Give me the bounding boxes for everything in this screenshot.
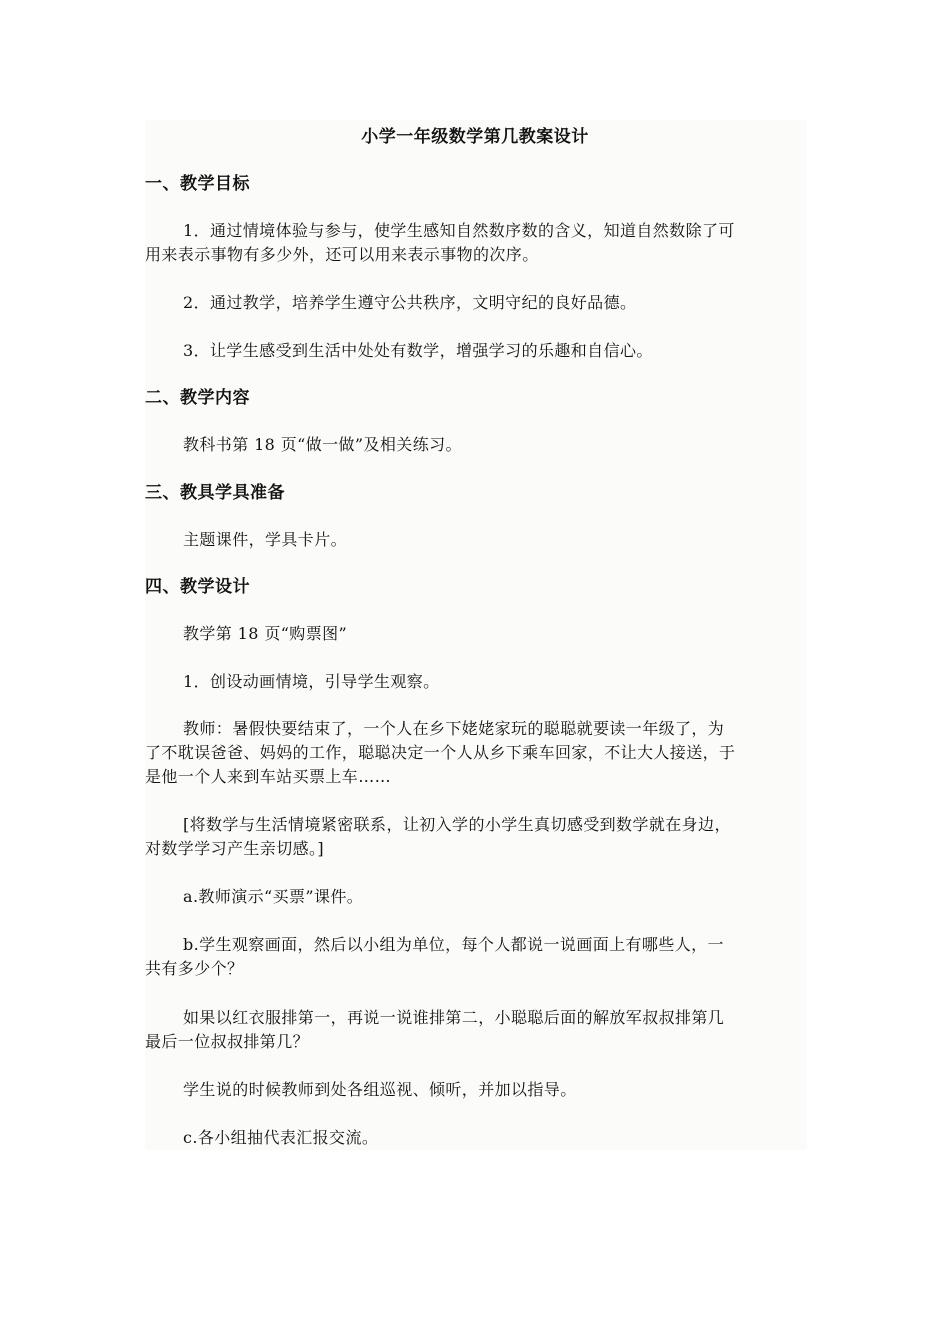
paragraph-design-3 — [145, 717, 807, 789]
paragraph-line: a.教师演示“买票”课件。 — [183, 887, 364, 906]
paragraph-line: 最后一位叔叔排第几？ — [145, 1032, 310, 1051]
paragraph-design-9 — [145, 1126, 807, 1150]
paragraph-design-5 — [145, 885, 807, 909]
paragraph-design-1 — [145, 622, 807, 646]
paragraph-line: b.学生观察画面，然后以小组为单位，每个人都说一说画面上有哪些人，一 — [183, 935, 724, 954]
paragraph-line: c.各小组抽代表汇报交流。 — [183, 1128, 379, 1147]
paragraph-line: 是他一个人来到车站买票上车…… — [145, 767, 392, 786]
paragraph-line: 对数学学习产生亲切感。] — [145, 839, 325, 858]
section-heading-design: 四、教学设计 — [145, 577, 250, 597]
section-heading-goals: 一、教学目标 — [145, 174, 250, 194]
paragraph-line: 1．创设动画情境，引导学生观察。 — [183, 672, 440, 691]
paragraph-line: 1．通过情境体验与参与，使学生感知自然数序数的含义，知道自然数除了可 — [183, 221, 735, 240]
paragraph-goal-1 — [145, 219, 807, 267]
paragraph-design-2 — [145, 670, 807, 694]
paragraph-content-1 — [145, 433, 807, 457]
paragraph-line: 教科书第 18 页“做一做”及相关练习。 — [183, 435, 462, 454]
paragraph-design-4 — [145, 813, 807, 861]
paragraph-materials-1 — [145, 528, 807, 552]
paragraph-line: 了不耽误爸爸、妈妈的工作，聪聪决定一个人从乡下乘车回家，不让大人接送，于 — [145, 743, 736, 762]
paragraph-line: 主题课件，学具卡片。 — [183, 530, 348, 549]
paragraph-line: 学生说的时候教师到处各组巡视、倾听，并加以指导。 — [183, 1080, 577, 1099]
section-heading-content: 二、教学内容 — [145, 388, 250, 408]
paragraph-goal-3 — [145, 339, 807, 363]
paragraph-line: 如果以红衣服排第一，再说一说谁排第二，小聪聪后面的解放军叔叔排第几 — [183, 1008, 725, 1027]
paragraph-line: [将数学与生活情境紧密联系，让初入学的小学生真切感受到数学就在身边， — [183, 815, 731, 834]
paragraph-line: 2．通过教学，培养学生遵守公共秩序，文明守纪的良好品德。 — [183, 293, 637, 312]
paragraph-design-6 — [145, 933, 807, 981]
paragraph-line: 用来表示事物有多少外，还可以用来表示事物的次序。 — [145, 245, 539, 264]
paragraph-design-8 — [145, 1078, 807, 1102]
paragraph-design-7 — [145, 1006, 807, 1054]
paragraph-line: 教学第 18 页“购票图” — [183, 624, 348, 643]
document-title: 小学一年级数学第几教案设计 — [361, 127, 589, 147]
paragraph-goal-2 — [145, 291, 807, 315]
section-heading-materials: 三、教具学具准备 — [145, 483, 285, 503]
paragraph-line: 教师：暑假快要结束了，一个人在乡下姥姥家玩的聪聪就要读一年级了，为 — [183, 719, 725, 738]
paragraph-line: 共有多少个？ — [145, 959, 244, 978]
paragraph-line: 3．让学生感受到生活中处处有数学，增强学习的乐趣和自信心。 — [183, 341, 653, 360]
